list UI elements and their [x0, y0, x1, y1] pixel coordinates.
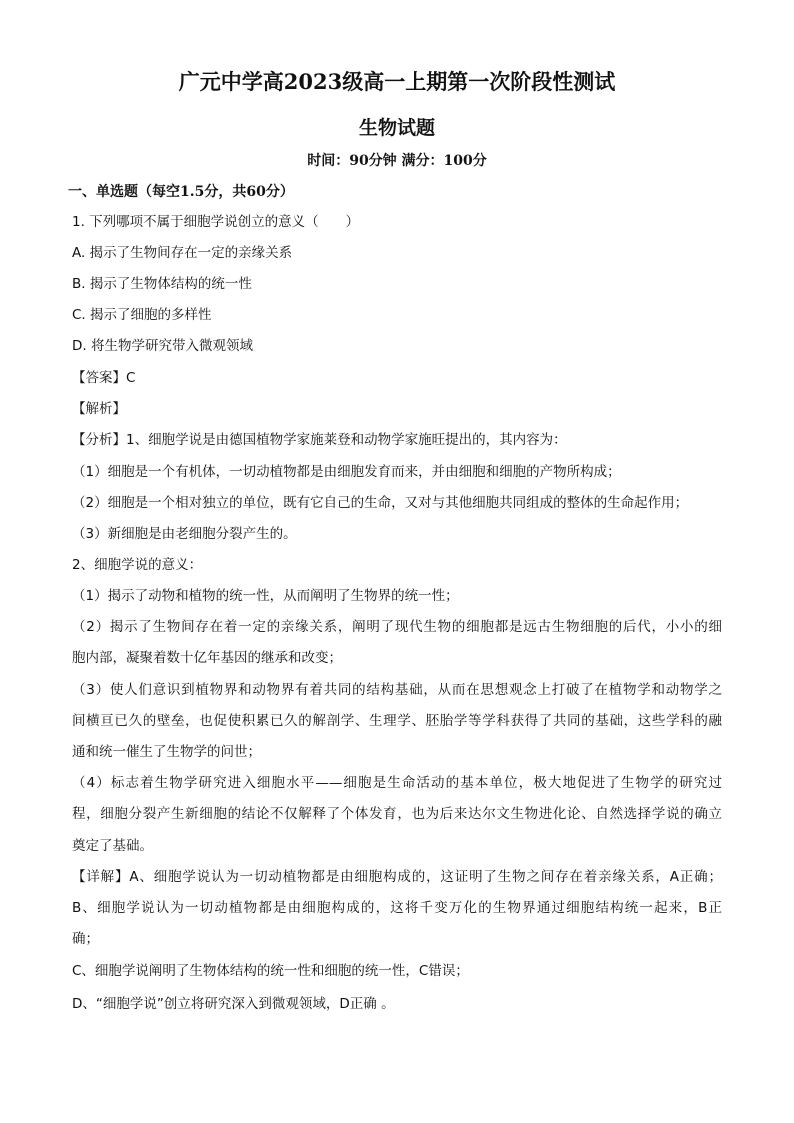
analysis-line: （3）新细胞是由老细胞分裂产生的。: [72, 526, 297, 542]
option-c: C. 揭示了细胞的多样性: [72, 307, 212, 323]
analysis-line: 程，细胞分裂产生新细胞的结论不仅解释了个体发育，也为后来达尔文生物进化论、自然选择学说的确立: [72, 806, 722, 822]
detail-line: 确；: [72, 931, 99, 947]
exam-title: 广元中学高2023级高一上期第一次阶段性测试: [178, 69, 616, 94]
analysis-line: （3）使人们意识到植物界和动物界有着共同的结构基础，从而在思想观念上打破了在植物学和动物学之: [72, 682, 722, 698]
section-heading: 一、单选题（每空1.5分，共60分）: [68, 184, 294, 200]
analysis-line: （1）揭示了动物和植物的统一性，从而阐明了生物界的统一性；: [72, 588, 459, 604]
analysis-line: （2）揭示了生物间存在着一定的亲缘关系，阐明了现代生物的细胞都是远古生物细胞的后代，小小的细: [72, 619, 722, 635]
analysis-line: 胞内部，凝聚着数十亿年基因的继承和改变；: [72, 650, 342, 666]
analysis-line: 奠定了基础。: [72, 838, 153, 854]
option-b: B. 揭示了生物体结构的统一性: [72, 276, 252, 292]
analysis-line: （2）细胞是一个相对独立的单位，既有它自己的生命，又对与其他细胞共同组成的整体的生命起作用；: [72, 495, 689, 511]
analysis-line: 【分析】1、细胞学说是由德国植物学家施莱登和动物学家施旺提出的，其内容为：: [72, 432, 567, 448]
analysis-line: （1）细胞是一个有机体，一切动植物都是由细胞发育而来，并由细胞和细胞的产物所构成；: [72, 464, 621, 480]
option-a: A. 揭示了生物间存在一定的亲缘关系: [72, 245, 293, 261]
detail-line: B、细胞学说认为一切动植物都是由细胞构成的，这将千变万化的生物界通过细胞结构统一起来，B正: [72, 900, 722, 916]
option-d: D. 将生物学研究带入微观领域: [72, 338, 253, 354]
analysis-line: （4）标志着生物学研究进入细胞水平——细胞是生命活动的基本单位，极大地促进了生物学的研究过: [72, 775, 722, 791]
answer-line: 【答案】C: [72, 370, 136, 386]
analysis-line: 通和统一催生了生物学的问世；: [72, 744, 261, 760]
detail-line: 【详解】A、细胞学说认为一切动植物都是由细胞构成的，这证明了生物之间存在着亲缘关系，A正确；: [72, 869, 722, 885]
subject-title: 生物试题: [358, 117, 435, 139]
detail-line: D、“细胞学说”创立将研究深入到微观领域，D正确 。: [72, 996, 395, 1012]
question-stem: 1. 下列哪项不属于细胞学说创立的意义（ ）: [72, 214, 360, 230]
analysis-line: 间横亘已久的壁垒，也促使积累已久的解剖学、生理学、胚胎学等学科获得了共同的基础，这些学科的融: [72, 713, 722, 729]
exam-info: 时间：90分钟 满分：100分: [307, 153, 487, 169]
detail-line: C、细胞学说阐明了生物体结构的统一性和细胞的统一性，C错误；: [72, 963, 469, 979]
analysis-line: 2、细胞学说的意义：: [72, 557, 203, 573]
analysis-label: 【解析】: [72, 401, 126, 417]
